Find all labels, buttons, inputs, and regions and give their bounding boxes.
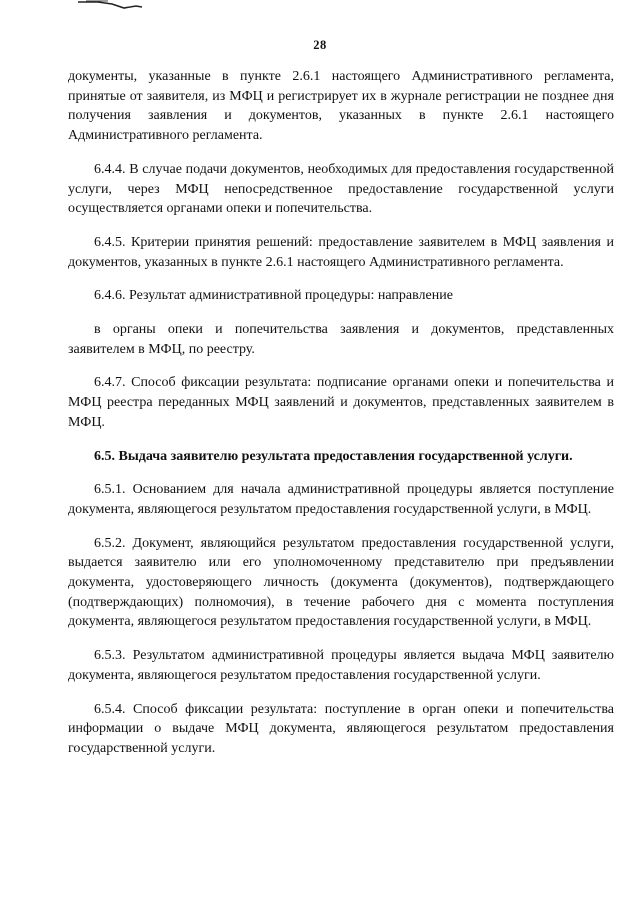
paragraph-6-4-6: 6.4.6. Результат административной процедуры: направление — [94, 288, 453, 304]
page-number: 28 — [313, 38, 327, 52]
paragraph-6-4-5: 6.4.5. Критерии принятия решений: предоставление заявителем в МФЦ заявления и документов, указанных в пункте 2.6.1 настоящего Административного регламента. — [68, 234, 614, 270]
document-body — [68, 67, 614, 773]
paragraph-6-4-4: 6.4.4. В случае подачи документов, необходимых для предоставления государственной услуги, через МФЦ непосредственное предоставление государственной услуги осуществляется органами опеки и попечительства. — [68, 161, 614, 217]
paragraph-6-5-4: 6.5.4. Способ фиксации результата: поступление в орган опеки и попечительства информации о выдаче МФЦ документа, являющегося результатом предоставления государственной услуги. — [68, 701, 614, 756]
scan-artifact-mark — [78, 0, 142, 10]
paragraph-continuation: документы, указанные в пункте 2.6.1 настоящего Административного регламента, принятые от заявителя, из МФЦ и регистрирует их в журнале регистрации не позднее дня получения заявления и документов, указанных в пункте 2.6.1 настоящего Административного регламента. — [68, 69, 614, 144]
section-heading-6-5: 6.5. Выдача заявителю результата предоставления государственной услуги. — [94, 448, 573, 464]
paragraph-6-5-1: 6.5.1. Основанием для начала административной процедуры является поступление документа, являющегося результатом предоставления государственной услуги, в МФЦ. — [68, 482, 614, 517]
paragraph-6-5-2: 6.5.2. Документ, являющийся результатом предоставления государственной услуги, выдается заявителю или его уполномоченному представителю при предъявлении документа, удостоверяющего личность (документа (документов), подтверждающего (подтверждающих) полномочия), в течение рабочего дня с момента поступления документа, являющегося результатом предоставления государственной услуги, в МФЦ. — [68, 535, 614, 630]
paragraph-6-4-7: 6.4.7. Способ фиксации результата: подписание органами опеки и попечительства и МФЦ реестра переданных МФЦ заявлений и документов, представленных заявителем в МФЦ. — [68, 375, 614, 430]
paragraph-6-4-6-continuation: в органы опеки и попечительства заявления и документов, представленных заявителем в МФЦ, по реестру. — [68, 322, 614, 357]
paragraph-6-5-3: 6.5.3. Результатом административной процедуры является выдача МФЦ заявителю документа, являющегося результатом предоставления государственной услуги. — [68, 648, 614, 683]
